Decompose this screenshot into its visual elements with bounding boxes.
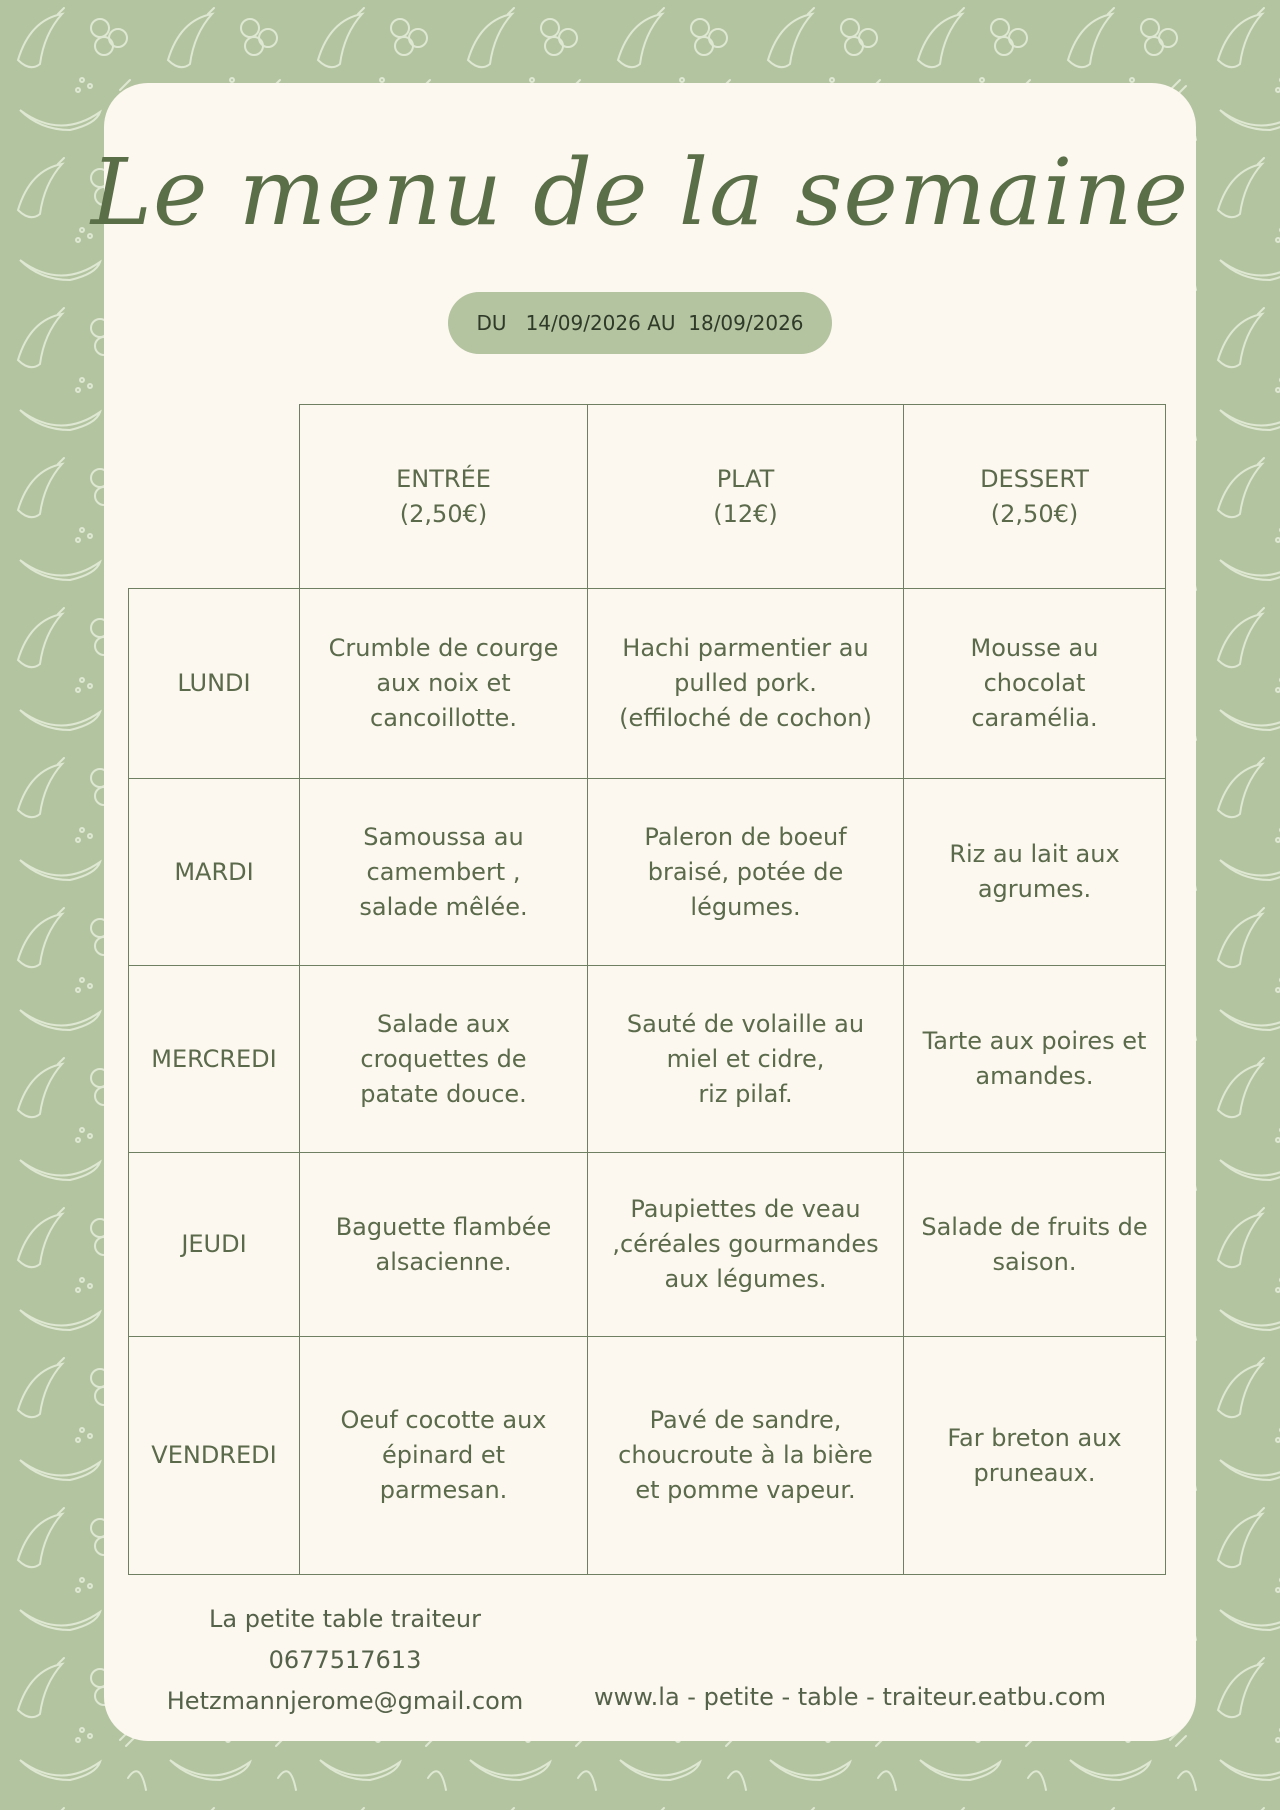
table-row	[129, 1153, 1166, 1337]
business-name: La petite table traiteur	[209, 1605, 481, 1633]
dessert-cell: Riz au lait aux agrumes.	[904, 779, 1166, 966]
dessert-cell: Mousse au chocolat caramélia.	[904, 589, 1166, 779]
table-row	[129, 1337, 1166, 1575]
table-row	[129, 779, 1166, 966]
plat-cell: Pavé de sandre, choucroute à la bière et pomme vapeur.	[588, 1337, 904, 1575]
contact-info	[145, 1599, 545, 1722]
entree-cell: Baguette flambée alsacienne.	[300, 1153, 588, 1337]
phone-number: 0677517613	[268, 1646, 422, 1674]
plat-cell: Sauté de volaille au miel et cidre, riz pilaf.	[588, 966, 904, 1153]
entree-cell: Salade aux croquettes de patate douce.	[300, 966, 588, 1153]
dessert-cell: Tarte aux poires et amandes.	[904, 966, 1166, 1153]
day-label: MARDI	[129, 779, 300, 966]
table-corner-cell	[129, 405, 300, 589]
entree-cell: Oeuf cocotte aux épinard et parmesan.	[300, 1337, 588, 1575]
column-header-dessert: DESSERT (2,50€)	[904, 405, 1166, 589]
table-header-row	[129, 405, 1166, 589]
plat-cell: Paleron de boeuf braisé, potée de légumes.	[588, 779, 904, 966]
dessert-cell: Salade de fruits de saison.	[904, 1153, 1166, 1337]
entree-cell: Samoussa au camembert , salade mêlée.	[300, 779, 588, 966]
website-link: www.la - petite - table - traiteur.eatbu.com	[593, 1683, 1107, 1711]
table-row	[129, 966, 1166, 1153]
column-header-plat: PLAT (12€)	[588, 405, 904, 589]
date-range-badge: DU 14/09/2026 AU 18/09/2026	[448, 292, 832, 354]
column-header-entree: ENTRÉE (2,50€)	[300, 405, 588, 589]
plat-cell: Paupiettes de veau ,céréales gourmandes aux légumes.	[588, 1153, 904, 1337]
plat-cell: Hachi parmentier au pulled pork. (effiloché de cochon)	[588, 589, 904, 779]
day-label: VENDREDI	[129, 1337, 300, 1575]
dessert-cell: Far breton aux pruneaux.	[904, 1337, 1166, 1575]
day-label: LUNDI	[129, 589, 300, 779]
table-row	[129, 589, 1166, 779]
entree-cell: Crumble de courge aux noix et cancoillotte.	[300, 589, 588, 779]
menu-title: Le menu de la semaine	[90, 139, 1190, 246]
email-address: Hetzmannjerome@gmail.com	[166, 1687, 524, 1715]
day-label: MERCREDI	[129, 966, 300, 1153]
day-label: JEUDI	[129, 1153, 300, 1337]
weekly-menu-table	[128, 404, 1166, 1575]
